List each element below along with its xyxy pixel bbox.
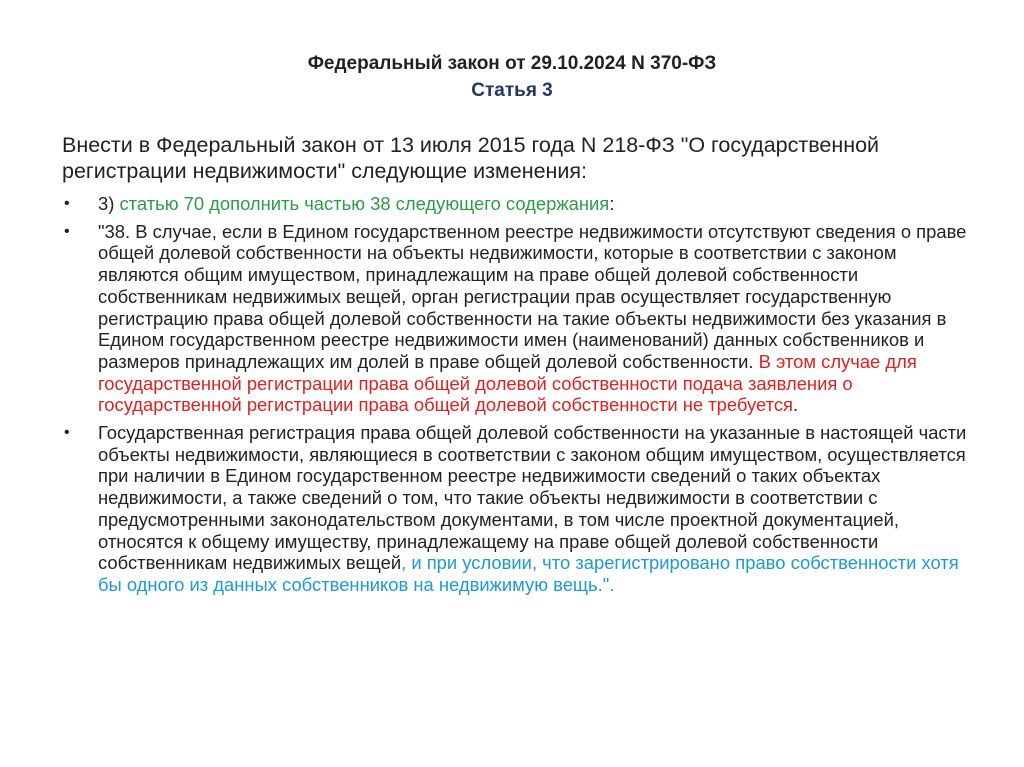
- item-1-suffix: :: [609, 193, 615, 214]
- item-1-prefix: 3): [98, 193, 120, 214]
- bullet-icon: •: [64, 195, 70, 212]
- article-title: Статья 3: [471, 80, 553, 101]
- item-1-highlight: статью 70 дополнить частью 38 следующего содержания: [119, 193, 610, 214]
- item-2-highlight: В этом случае для государственной регистрации права общей долевой собственности подача заявления о государственной регистрации права общей долевой собственности не требуется: [98, 350, 917, 416]
- list-item-3: [62, 422, 982, 596]
- amendment-list: [62, 193, 982, 602]
- bullet-icon: •: [64, 424, 70, 442]
- list-item-2: [62, 221, 982, 416]
- item-3-highlight: , и при условии, что зарегистрировано право собственности хотя бы одного из данных собственников на недвижимую вещь.".: [98, 552, 959, 595]
- bullet-icon: •: [64, 222, 70, 240]
- slide-title: [0, 50, 1024, 104]
- item-3-text: Государственная регистрация права общей долевой собственности на указанные в настоящей части объекты недвижимости, являющиеся в соответствии с законом общим имуществом, осуществляется при наличии в Едином государственном реестре недвижимости сведений о таких объектах недвижимости, а также сведений о том, что такие объекты недвижимости в соответствии с предусмотренными законодательством документами, в том числе проектной документацией, относятся к общему имуществу, принадлежащему на праве общей долевой собственности собственникам недвижимых вещей: [98, 422, 967, 574]
- list-item-1: [62, 193, 982, 215]
- item-2-text: "38. В случае, если в Едином государственном реестре недвижимости отсутствуют сведения о праве общей долевой собственности на объекты недвижимости, которые в соответствии с законом являются общим имуществом, принадлежащим на праве общей долевой собственности собственникам недвижимых вещей, орган регистрации прав осуществляет государственную регистрацию права общей долевой собственности на такие объекты недвижимости без указания в Едином государственном реестре недвижимости имен (наименований) данных собственников и размеров принадлежащих им долей в праве общей долевой собственности.: [98, 220, 967, 372]
- item-2-suffix: .: [793, 394, 799, 416]
- lead-paragraph: Внести в Федеральный закон от 13 июля 2015 года N 218-ФЗ "О государственной регистрации недвижимости" следующие изменения:: [62, 133, 880, 183]
- law-title: Федеральный закон от 29.10.2024 N 370-ФЗ: [307, 53, 717, 74]
